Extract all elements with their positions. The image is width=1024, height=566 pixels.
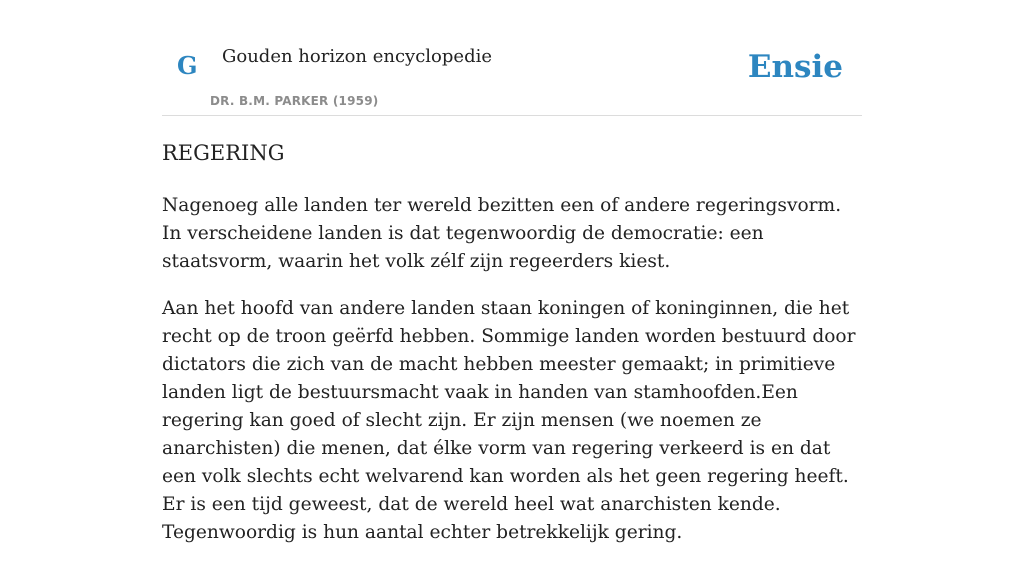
source-logo: G (177, 51, 198, 80)
paragraph: Nagenoeg alle landen ter wereld bezitten een of andere regeringsvorm. In verscheidene landen is dat tegenwoordig de democratie: een staatsvorm, waarin het volk zélf zijn regeerders kiest. (162, 195, 842, 272)
source-header (162, 30, 862, 116)
book-author: DR. B.M. PARKER (1959) (210, 94, 379, 108)
book-title[interactable]: Gouden horizon encyclopedie (222, 46, 492, 67)
brand-logo[interactable]: Ensie (747, 49, 843, 85)
paragraph: Aan het hoofd van andere landen staan koningen of koninginnen, die het recht op de troon geërfd hebben. Sommige landen worden bestuurd door dictators die zich van de macht hebben meester gemaakt; in primitieve landen ligt de bestuursmacht vaak in handen van stamhoofden.Een regering kan goed of slecht zijn. Er zijn mensen (we noemen ze anarchisten) die menen, dat élke vorm van regering verkeerd is en dat een volk slechts echt welvarend kan worden als het geen regering heeft. Er is een tijd geweest, dat de wereld heel wat anarchisten kende. Tegenwoordig is hun aantal echter betrekkelijk gering. (162, 298, 856, 543)
entry-title: REGERING (162, 141, 285, 165)
entry-content (162, 192, 866, 566)
